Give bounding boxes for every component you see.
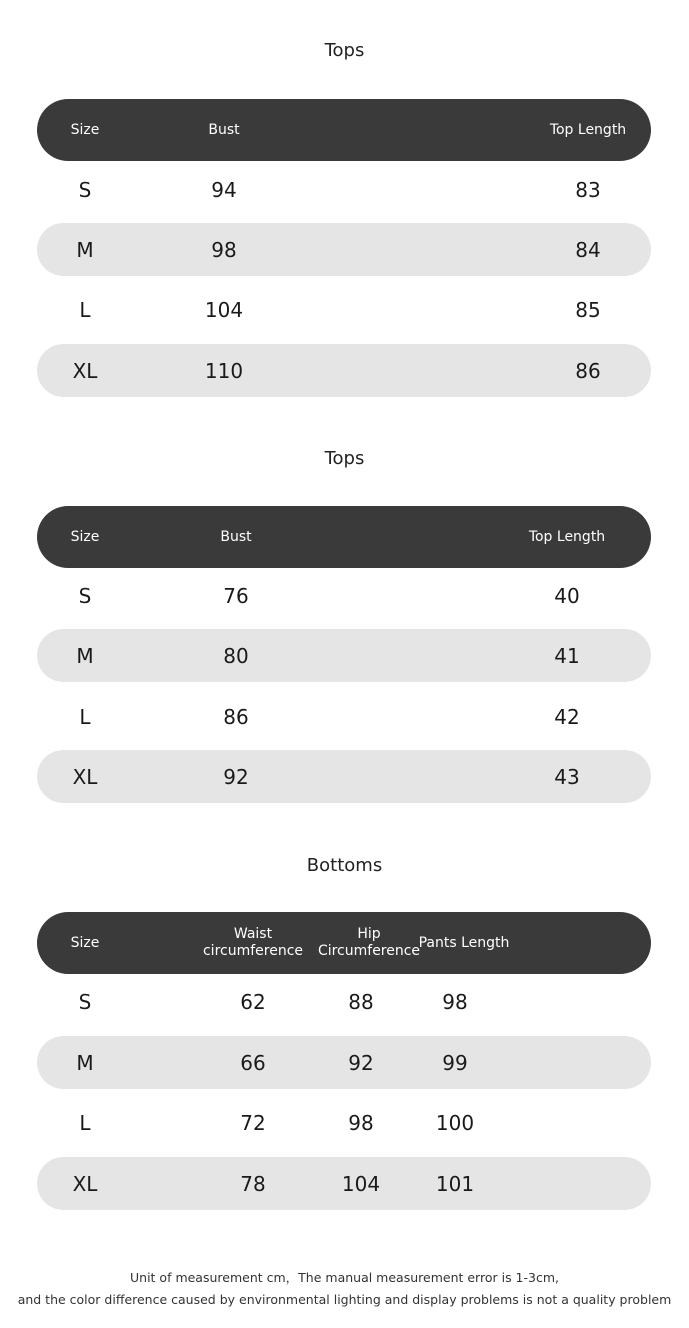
cell-pants-length: 101	[435, 1171, 475, 1196]
table-row	[37, 1096, 651, 1149]
cell-size: S	[78, 583, 92, 608]
cell-size: XL	[72, 764, 98, 789]
cell-size: XL	[72, 1171, 98, 1196]
cell-size: M	[76, 643, 94, 668]
header-bust: Bust	[208, 121, 240, 138]
section-title-bottoms: Bottoms	[306, 855, 383, 876]
cell-size: L	[79, 297, 91, 322]
table-row	[37, 344, 651, 397]
cell-top-length: 43	[554, 764, 580, 789]
table-header-tops-2	[37, 506, 651, 568]
cell-size: S	[78, 177, 92, 202]
table-row	[37, 163, 651, 216]
measurement-note-line-2: and the color difference caused by environmental lighting and display problems is not a quality problem	[17, 1292, 672, 1307]
table-row	[37, 1157, 651, 1210]
cell-bust: 80	[223, 643, 249, 668]
cell-bust: 94	[211, 177, 237, 202]
table-row	[37, 283, 651, 336]
table-row	[37, 629, 651, 682]
section-title-tops-2: Tops	[324, 448, 365, 469]
cell-bust: 76	[223, 583, 249, 608]
cell-size: L	[79, 704, 91, 729]
table-row	[37, 1036, 651, 1089]
cell-pants-length: 99	[442, 1050, 468, 1075]
cell-top-length: 42	[554, 704, 580, 729]
cell-top-length: 83	[575, 177, 601, 202]
cell-waist: 66	[240, 1050, 266, 1075]
header-top-length: Top Length	[528, 528, 606, 545]
section-title-tops-1: Tops	[324, 40, 365, 61]
table-row	[37, 569, 651, 622]
cell-top-length: 40	[554, 583, 580, 608]
cell-top-length: 41	[554, 643, 580, 668]
cell-size: XL	[72, 358, 98, 383]
header-hip: Hip Circumference	[317, 926, 421, 959]
cell-bust: 86	[223, 704, 249, 729]
cell-hip: 98	[348, 1110, 374, 1135]
table-header-tops-1	[37, 99, 651, 161]
cell-waist: 72	[240, 1110, 266, 1135]
header-size: Size	[70, 528, 100, 545]
cell-size: M	[76, 237, 94, 262]
table-row	[37, 223, 651, 276]
header-bust: Bust	[220, 528, 252, 545]
cell-hip: 88	[348, 989, 374, 1014]
header-waist: Waist circumference	[202, 926, 304, 959]
cell-top-length: 85	[575, 297, 601, 322]
table-row	[37, 750, 651, 803]
cell-pants-length: 100	[435, 1110, 475, 1135]
measurement-note-line-1: Unit of measurement cm，The manual measurement error is 1-3cm,	[130, 1270, 559, 1285]
cell-hip: 92	[348, 1050, 374, 1075]
cell-size: L	[79, 1110, 91, 1135]
cell-bust: 98	[211, 237, 237, 262]
cell-size: S	[78, 989, 92, 1014]
cell-bust: 92	[223, 764, 249, 789]
header-size: Size	[70, 121, 100, 138]
cell-hip: 104	[341, 1171, 381, 1196]
table-row	[37, 690, 651, 743]
header-top-length: Top Length	[549, 121, 627, 138]
cell-pants-length: 98	[442, 989, 468, 1014]
cell-bust: 110	[204, 358, 244, 383]
header-pants-length: Pants Length	[418, 934, 510, 951]
cell-top-length: 86	[575, 358, 601, 383]
cell-bust: 104	[204, 297, 244, 322]
cell-waist: 62	[240, 989, 266, 1014]
cell-size: M	[76, 1050, 94, 1075]
header-size: Size	[70, 934, 100, 951]
cell-waist: 78	[240, 1171, 266, 1196]
cell-top-length: 84	[575, 237, 601, 262]
table-header-bottoms	[37, 912, 651, 974]
table-row	[37, 975, 651, 1028]
